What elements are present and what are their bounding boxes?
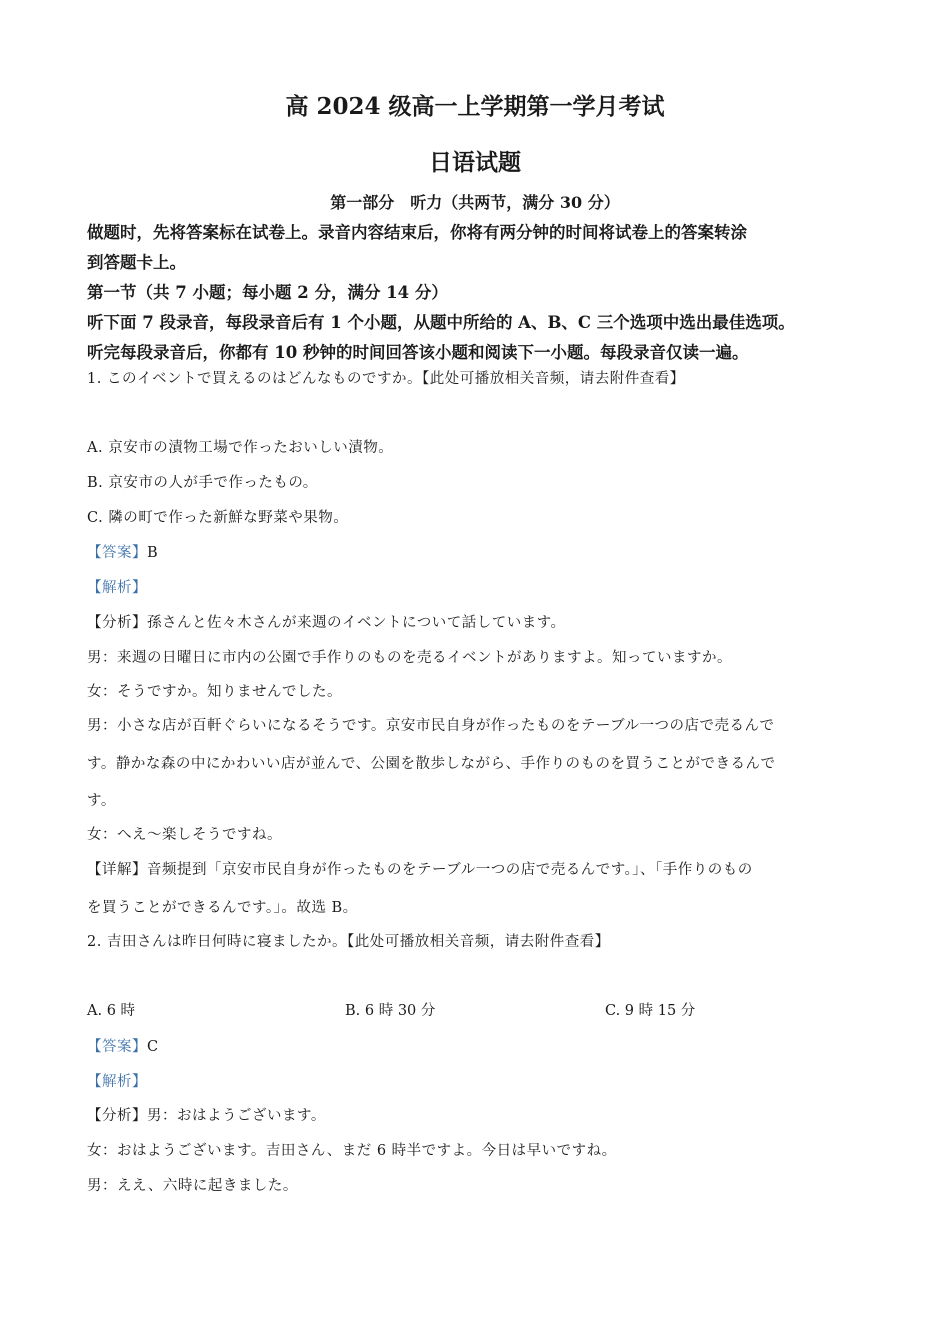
q1-detail-line-1: 【详解】音频提到「京安市民自身が作ったものをテーブル一つの店で売るんです。」、「手作りのもの	[87, 862, 753, 878]
q2-answer	[87, 1035, 159, 1056]
instruction-line-2: 到答题卡上。	[87, 253, 186, 272]
q1-dialogue-line: 男：来週の日曜日に市内の公園で手作りのものを売るイベントがありますよ。知っていますか。	[87, 650, 732, 666]
q1-dialogue-line: 男：小さな店が百軒ぐらいになるそうです。京安市民自身が作ったものをテーブル一つの店で売るんで	[87, 718, 775, 734]
exam-title: 高 2024 级高一上学期第一学月考试	[285, 93, 665, 120]
answer-value: C	[147, 1039, 159, 1055]
q1-analysis-label: 【解析】	[87, 580, 147, 596]
q2-option-a: A. 6 時	[87, 1003, 136, 1019]
q1-question: 1. このイベントで買えるのはどんなものですか。【此处可播放相关音频，请去附件查看】	[87, 371, 685, 387]
part-instruction-line-1: 听下面 7 段录音，每段录音后有 1 个小题，从题中所给的 A、B、C 三个选项中选出最佳选项。	[87, 313, 795, 332]
q2-option-b: B. 6 時 30 分	[345, 1003, 436, 1019]
exam-subtitle: 日语试题	[429, 149, 521, 176]
fenxi-label: 【分析】	[87, 615, 147, 631]
instruction-line-1: 做题时，先将答案标在试卷上。录音内容结束后，你将有两分钟的时间将试卷上的答案转涂	[87, 223, 747, 242]
part-instruction-line-2: 听完每段录音后，你都有 10 秒钟的时间回答该小题和阅读下一小题。每段录音仅读一遍。	[87, 343, 749, 362]
q1-detail-line-2: を買うことができるんです。」。故选 B。	[87, 900, 358, 916]
q1-answer	[87, 541, 158, 562]
q2-dialogue-line: 女：おはようございます。吉田さん、まだ 6 時半ですよ。今日は早いですね。	[87, 1143, 617, 1159]
answer-value: B	[147, 545, 159, 561]
q1-option-c: C. 隣の町で作った新鮮な野菜や果物。	[87, 510, 349, 526]
q2-question: 2. 吉田さんは昨日何時に寝ましたか。【此处可播放相关音频，请去附件查看】	[87, 934, 610, 950]
q1-dialogue-line: 女：へえ～楽しそうですね。	[87, 827, 282, 843]
q1-fenxi	[87, 611, 566, 632]
part-heading: 第一节（共 7 小题；每小题 2 分，满分 14 分）	[87, 283, 448, 302]
q1-dialogue-line: す。静かな森の中にかわいい店が並んで、公園を散歩しながら、手作りのものを買うことができるんで	[87, 756, 776, 772]
q2-analysis-label: 【解析】	[87, 1074, 147, 1090]
answer-label: 【答案】	[87, 1039, 147, 1055]
q2-option-c: C. 9 時 15 分	[605, 1003, 696, 1019]
q1-dialogue-line: す。	[87, 793, 116, 809]
section-heading: 第一部分 听力（共两节，满分 30 分）	[330, 193, 620, 212]
q1-dialogue-line: 女：そうですか。知りませんでした。	[87, 684, 342, 700]
answer-label: 【答案】	[87, 545, 147, 561]
q1-option-a: A. 京安市の漬物工場で作ったおいしい漬物。	[87, 440, 394, 456]
q2-dialogue-line: 男：ええ、六時に起きました。	[87, 1178, 298, 1194]
q2-fenxi: 【分析】男：おはようございます。	[87, 1108, 326, 1124]
q1-option-b: B. 京安市の人が手で作ったもの。	[87, 475, 318, 491]
fenxi-text: 孫さんと佐々木さんが来週のイベントについて話しています。	[147, 615, 566, 631]
